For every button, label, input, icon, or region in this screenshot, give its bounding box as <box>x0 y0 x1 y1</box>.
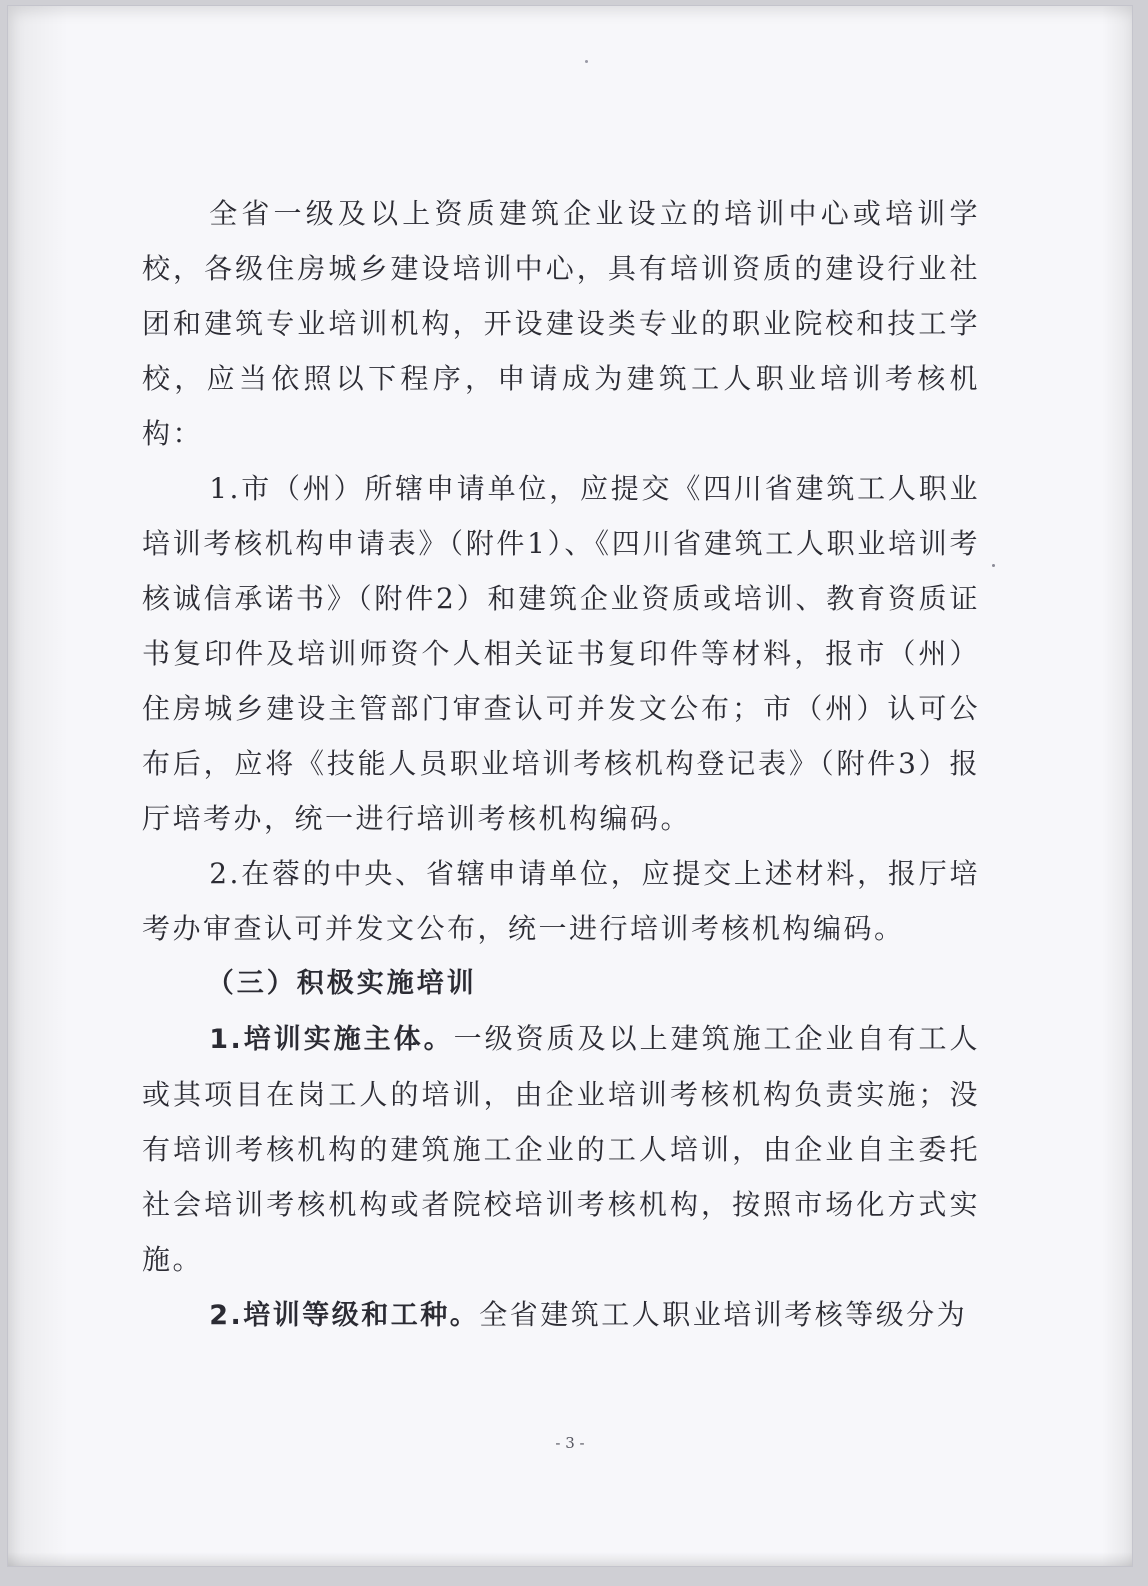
paragraph-lead: 1.培训实施主体。 <box>209 1024 454 1055</box>
paragraph-training-subject <box>142 1011 980 1287</box>
page-bottom-shadow <box>8 1552 1132 1566</box>
page-number: - 3 - <box>555 1434 585 1452</box>
page-fold-shadow <box>8 6 68 1566</box>
paragraph-text: 一级资质及以上建筑施工企业自有工人或其项目在岗工人的培训，由企业培训考核机构负责实施；没有培训考核机构的建筑施工企业的工人培训，由企业自主委托社会培训考核机构或者院校培训考核机构，按照市场化方式实施。 <box>142 1022 980 1276</box>
section-heading: （三）积极实施培训 <box>206 968 477 999</box>
paragraph-provincial-procedure: 2.在蓉的中央、省辖申请单位，应提交上述材料，报厅培考办审查认可并发文公布，统一进行培训考核机构编码。 <box>142 857 980 945</box>
paragraph-lead: 2.培训等级和工种。 <box>209 1300 480 1331</box>
page-edge-shadow <box>1102 6 1132 1566</box>
document-page <box>8 6 1132 1566</box>
paragraph-applicants: 全省一级及以上资质建筑企业设立的培训中心或培训学校，各级住房城乡建设培训中心，具有培训资质的建设行业社团和建筑专业培训机构，开设建设类专业的职业院校和技工学校，应当依照以下程序，申请成为建筑工人职业培训考核机构： <box>142 197 980 450</box>
paragraph-training-levels <box>142 1287 980 1343</box>
scan-speck <box>585 60 588 63</box>
paragraph-city-procedure: 1.市（州）所辖申请单位，应提交《四川省建筑工人职业培训考核机构申请表》（附件1）、《四川省建筑工人职业培训考核诚信承诺书》（附件2）和建筑企业资质或培训、教育资质证书复印件及培训师资个人相关证书复印件等材料，报市（州）住房城乡建设主管部门审查认可并发文公布；市（州）认可公布后，应将《技能人员职业培训考核机构登记表》（附件3）报厅培考办，统一进行培训考核机构编码。 <box>142 472 980 835</box>
paragraph-text: 全省建筑工人职业培训考核等级分为 <box>479 1298 968 1331</box>
scan-speck <box>992 564 995 567</box>
document-body <box>142 186 980 1343</box>
